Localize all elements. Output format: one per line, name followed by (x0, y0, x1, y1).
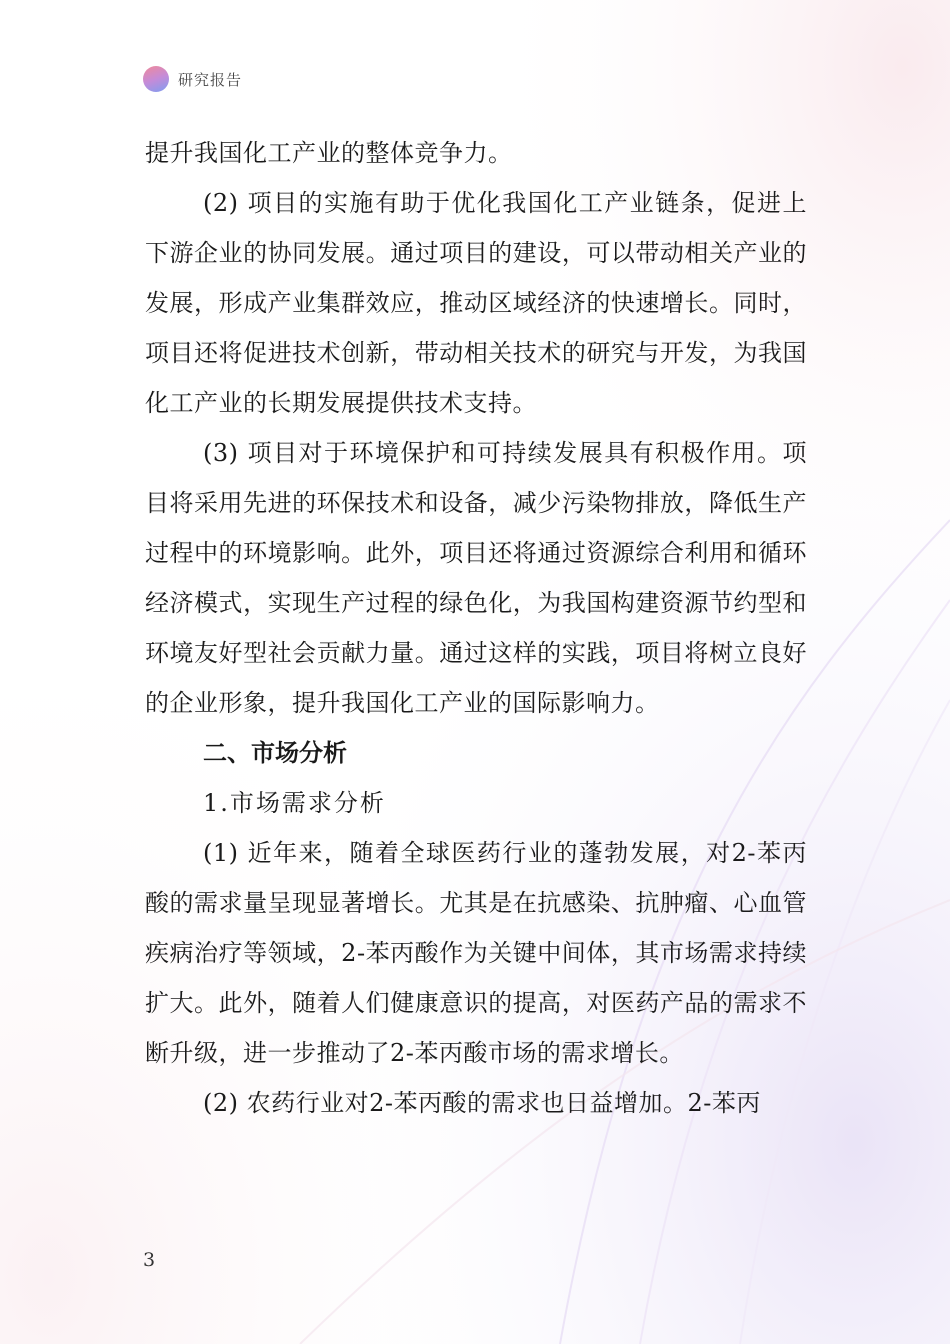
report-header (143, 66, 242, 92)
paragraph: (3) 项目对于环境保护和可持续发展具有积极作用。项目将采用先进的环保技术和设备，减少污染物排放，降低生产过程中的环境影响。此外，项目还将通过资源综合利用和循环经济模式，实现生产过程的绿色化，为我国构建资源节约型和环境友好型社会贡献力量。通过这样的实践，项目将树立良好的企业形象，提升我国化工产业的国际影响力。 (145, 439, 807, 717)
header-title: 研究报告 (178, 70, 243, 89)
paragraph: 提升我国化工产业的整体竞争力。 (145, 139, 513, 167)
page-number: 3 (143, 1249, 156, 1271)
paragraph: (1) 近年来，随着全球医药行业的蓬勃发展，对2-苯丙酸的需求量呈现显著增长。尤其是在抗感染、抗肿瘤、心血管疾病治疗等领域，2-苯丙酸作为关键中间体，其市场需求持续扩大。此外，随着人们健康意识的提高，对医药产品的需求不断升级，进一步推动了2-苯丙酸市场的需求增长。 (145, 839, 807, 1067)
section-heading: 二、市场分析 (203, 739, 347, 767)
subsection-heading: 1.市场需求分析 (203, 789, 386, 817)
document-body (145, 128, 807, 1128)
logo-icon (143, 66, 169, 92)
paragraph: (2) 农药行业对2-苯丙酸的需求也日益增加。2-苯丙 (203, 1089, 761, 1117)
paragraph: (2) 项目的实施有助于优化我国化工产业链条，促进上下游企业的协同发展。通过项目的建设，可以带动相关产业的发展，形成产业集群效应，推动区域经济的快速增长。同时，项目还将促进技术创新，带动相关技术的研究与开发，为我国化工产业的长期发展提供技术支持。 (145, 189, 807, 417)
